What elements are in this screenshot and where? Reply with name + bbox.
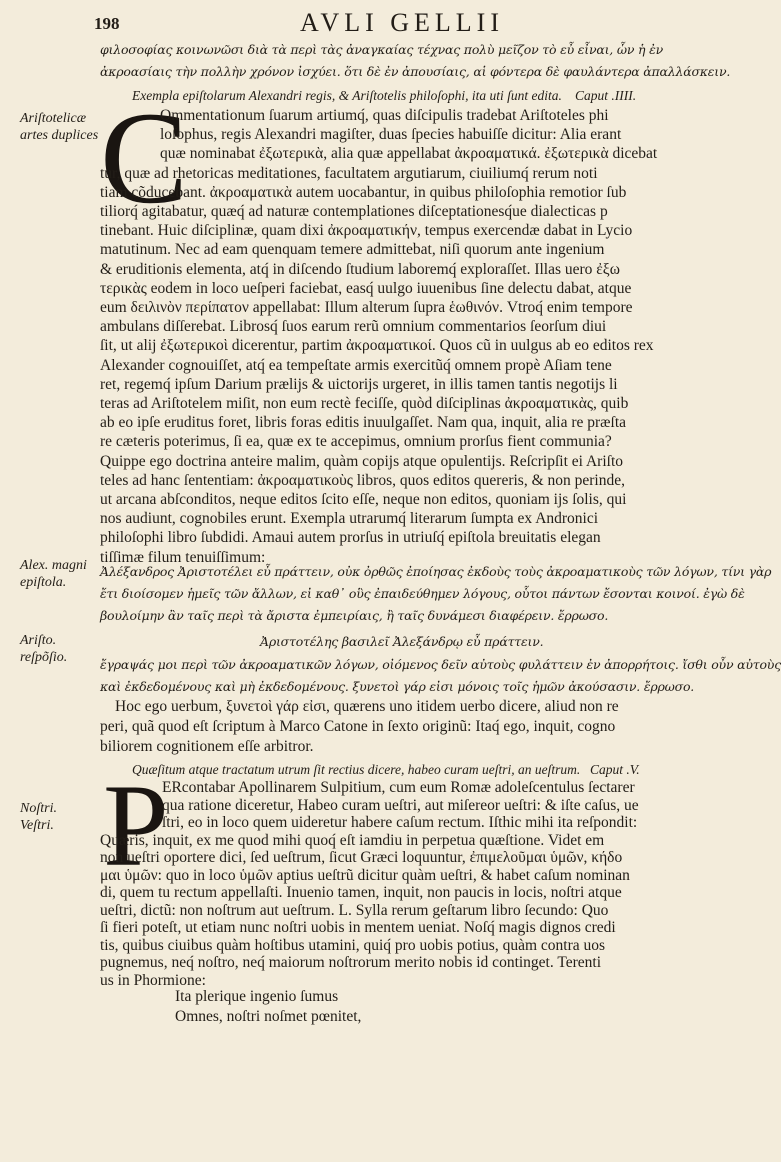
- text-line: loſophus, regis Alexandri magiſter, duas ſpecies habuiſſe dicitur: Alia erant: [160, 126, 622, 144]
- text-line: μαι ὑμῶν: quo in loco ὑμῶν aptius ueſtrũ dicitur quàm ueſtri, & habet caſum nominan: [100, 866, 630, 884]
- text-line: quæ nominabat ἐξωτερικὰ, alia quæ appellabat ἀκροαματικά. ἐξωτερικὰ dicebat: [160, 145, 658, 163]
- text-line: Ommentationum ſuarum artiumq́, quas diſcipulis tradebat Ariſtoteles phi: [160, 107, 609, 124]
- greek-line: βουλοίμην ἂν ταῖς περὶ τὰ ἄριστα ἐμπειρίαις, ἢ ταῖς δυνάμεσι διαφέρειν. ἔρρωσο.: [100, 608, 609, 623]
- text-line: ret, regemq́ ipſum Darium prælijs & uictorijs urgeret, in illis tamen tantis negotijs li: [100, 375, 618, 393]
- text-line: philoſophi libro ſubdidi. Amaui autem prorſus in utriuſq́ epiſtola breuitatis elegan: [100, 529, 601, 547]
- text-line: ſit, ut alij ἐξωτερικοὶ dicerentur, partim ἀκροαματικοί. Quos cũ in uulgus ab eo editos rex: [100, 337, 654, 355]
- greek-line: καὶ ἐκδεδομένους καὶ μὴ ἐκδεδομένους. ξυνετοὶ γάρ εἰσι μόνοις τοῖς ἡμῶν ἀκούσασιν. ἔρρωσο.: [100, 679, 695, 694]
- text-line: non ueſtri oportere dici, ſed ueſtrum, ſicut Græci loquuntur, ἐπιμελοῦμαι ὑμῶν, κήδο: [100, 849, 623, 866]
- text-line: & eruditionis elementa, atq́ in diſcendo ſtudium laboremq́ exploraſſet. Illas uero ἐξω: [100, 260, 620, 278]
- drop-cap: P: [103, 760, 169, 891]
- text-line: teles ad hanc ſententiam: ἀκροαματικοὺς libros, quos editos quereris, & non perinde,: [100, 471, 625, 489]
- verse-line: Omnes, noſtri noſmet pœnitet,: [175, 1008, 362, 1025]
- text-line: eum δειλινὸν περίπατον appellabat: Illum alterum ſupra ἑωθινόν. Vtroq́ enim tempore: [100, 299, 633, 316]
- text-line: teras ad Ariſtotelem miſit, non eum rectè feciſſe, quòd diſciplinas ἀκροαματικὰς, quib: [100, 395, 629, 412]
- text-line: ambulans diſſerebat. Librosq́ ſuos earum rerũ omnium commentarios ſeorſum diui: [100, 318, 607, 336]
- text-line: ſi fieri poteſt, ut etiam nunc noſtri uobis in mentem ueniat. Noſq́ magis dignos credi: [100, 919, 616, 936]
- margin-note: Alex. magni epiſtola.: [20, 558, 87, 590]
- greek-line: ἀκροασίαις τὴν πολλὴν χρόνον ἰσχύει. ὅτι δὲ ἐν ἀπουσίαις, αἱ φόντερα δὲ φαυλάντερα ἀπαλλάσκειν.: [100, 64, 731, 79]
- text-line: qua ratione diceretur, Habeo curam ueſtri, aut miſereor ueſtri: & iſte caſus, ue: [162, 796, 639, 814]
- text-line: tis, quibus ciuibus quàm hoſtibus utamini, quiq́ pro uobis potius, quàm contra uos: [100, 936, 606, 954]
- text-line: biliorem cognitionem eſſe arbitror.: [100, 738, 314, 755]
- margin-note: Ariſto. reſpõſio.: [20, 633, 68, 665]
- text-line: Hoc ego uerbum, ξυνετοὶ γάρ εἰσι, quærens uno itidem uerbo dicere, aliud non re: [115, 698, 619, 715]
- text-line: pugnemus, neq́ noſtro, neq́ maiorum noſtrorum merito nobis id continget. Terenti: [100, 954, 602, 971]
- chapter-title: Exempla epiſtolarum Alexandri regis, & Ariſtotelis philoſophi, ita uti ſunt edita.: [132, 88, 562, 103]
- greek-line: φιλοσοφίας κοινωνῶσι διὰ τὰ περὶ τὰς ἀναγκαίας τέχνας πολὺ μεῖζον τὸ εὖ εἶναι, ὧν ἡ ἐν: [100, 42, 663, 57]
- drop-cap: C: [100, 84, 189, 231]
- text-line: ut arcana abſconditos, neque editos ſcito eſſe, neque non editos, quoniam ijs ſolis, qui: [100, 491, 627, 508]
- text-line: Alexander cognouiſſet, atq́ ea tempeſtate armis exercitũq́ omnem propè Aſiam tene: [100, 356, 612, 374]
- text-line: peri, quã quod eſt ſcriptum à Marco Catone in ſexto originũ: Itaq́ ego, inquit, cogno: [100, 718, 616, 735]
- text-line: τερικὰς eodem in loco ueſperi faciebat, easq́ uulgo iuuenibus ſine delectu dabat, atque: [100, 279, 632, 297]
- text-line: tiam cõducebant. ἀκροαματικὰ autem uocabantur, in quibus philoſophia remotior ſub: [100, 183, 627, 201]
- text-line: di, quem tu rectum appellaſti. Inuenio tamen, inquit, non paucis in locis, noſtri atque: [100, 884, 622, 901]
- text-line: Quippe ego doctrina anteire malim, quàm copijs atque opulentijs. Reſcripſit ei Ariſto: [100, 452, 623, 470]
- text-line: ab eo ipſe eruditus foret, libris foras editis inuulgaſſet. Nam qua, inquit, alia re præſta: [100, 414, 627, 432]
- margin-note: Ariſtotelicæ artes duplices: [20, 111, 99, 143]
- text-line: tiſſimæ filum tenuiſſimum:: [100, 548, 266, 566]
- text-line: tur, quæ ad rhetoricas meditationes, facultatem argutiarum, ciuiliumq́ rerum noti: [100, 164, 598, 182]
- page-number: 198: [94, 14, 120, 33]
- margin-note: Noſtri. Veſtri.: [20, 801, 57, 833]
- chapter-number: Caput .IIII.: [575, 88, 637, 103]
- running-title: AVLI GELLII: [300, 8, 504, 37]
- chapter-title: Quæſitum atque tractatum utrum ſit rectius dicere, habeo curam ueſtri, an ueſtrum.: [132, 762, 581, 777]
- text-line: ERcontabar Apollinarem Sulpitium, cum eum Romæ adoleſcentulus ſectarer: [162, 779, 635, 796]
- text-line: ueſtri, dictũ: non noſtrum aut ueſtrum. L. Sylla rerum geſtarum libro ſecundo: Quo: [100, 901, 609, 919]
- chapter-number: Caput .V.: [590, 762, 640, 777]
- text-line: matutinum. Nec ad eam quenquam temere admittebat, niſi quorum ante ingenium: [100, 241, 605, 259]
- text-line: tinebant. Huic diſciplinæ, quam dixi ἀκροαματικήν, tempus exercendæ dabat in Lycio: [100, 222, 633, 240]
- text-line: Quæris, inquit, ex me quod mihi quoq́ eſt iamdiu in perpetua quæſtione. Videt em: [100, 831, 605, 849]
- verse-line: Ita plerique ingenio ſumus: [175, 988, 339, 1005]
- text-line: us in Phormione:: [100, 971, 206, 989]
- text-line: ſtri, eo in loco quem uideretur habere caſum rectum. Iſthic mihi ita reſpondit:: [162, 814, 638, 831]
- greek-line: ἔγραψάς μοι περὶ τῶν ἀκροαματικῶν λόγων, οἰόμενος δεῖν αὐτοὺς φυλάττειν ἐν ἀπορρήτοις. ἴσθι οὖν αὐτοὺς: [100, 657, 781, 672]
- greek-heading: Ἀριστοτέλης βασιλεῖ Ἀλεξάνδρῳ εὖ πράττειν.: [260, 634, 544, 649]
- greek-line: ἔτι διοίσομεν ἡμεῖς τῶν ἄλλων, εἰ καθ᾽ οὓς ἐπαιδεύθημεν λόγους, οὗτοι πάντων ἔσονται κοινοί. ἐγὼ δὲ: [100, 586, 745, 601]
- text-line: nos audiunt, cognobiles erunt. Exempla utrarumq́ literarum ſumpta ex Andronici: [100, 510, 599, 528]
- greek-line: Ἀλέξανδρος Ἀριστοτέλει εὖ πράττειν, οὐκ ὀρθῶς ἐποίησας ἐκδοὺς τοὺς ἀκροαματικοὺς τῶν λόγων, τίνι γὰρ: [100, 564, 772, 579]
- text-line: tiliorq́ agitabatur, quæq́ ad naturæ contemplationes diſceptationesq́ue dialecticas p: [100, 203, 608, 220]
- text-line: re cæteris poterimus, ſi ea, quæ ex te accepimus, omnium prorſus fient communia?: [100, 433, 612, 451]
